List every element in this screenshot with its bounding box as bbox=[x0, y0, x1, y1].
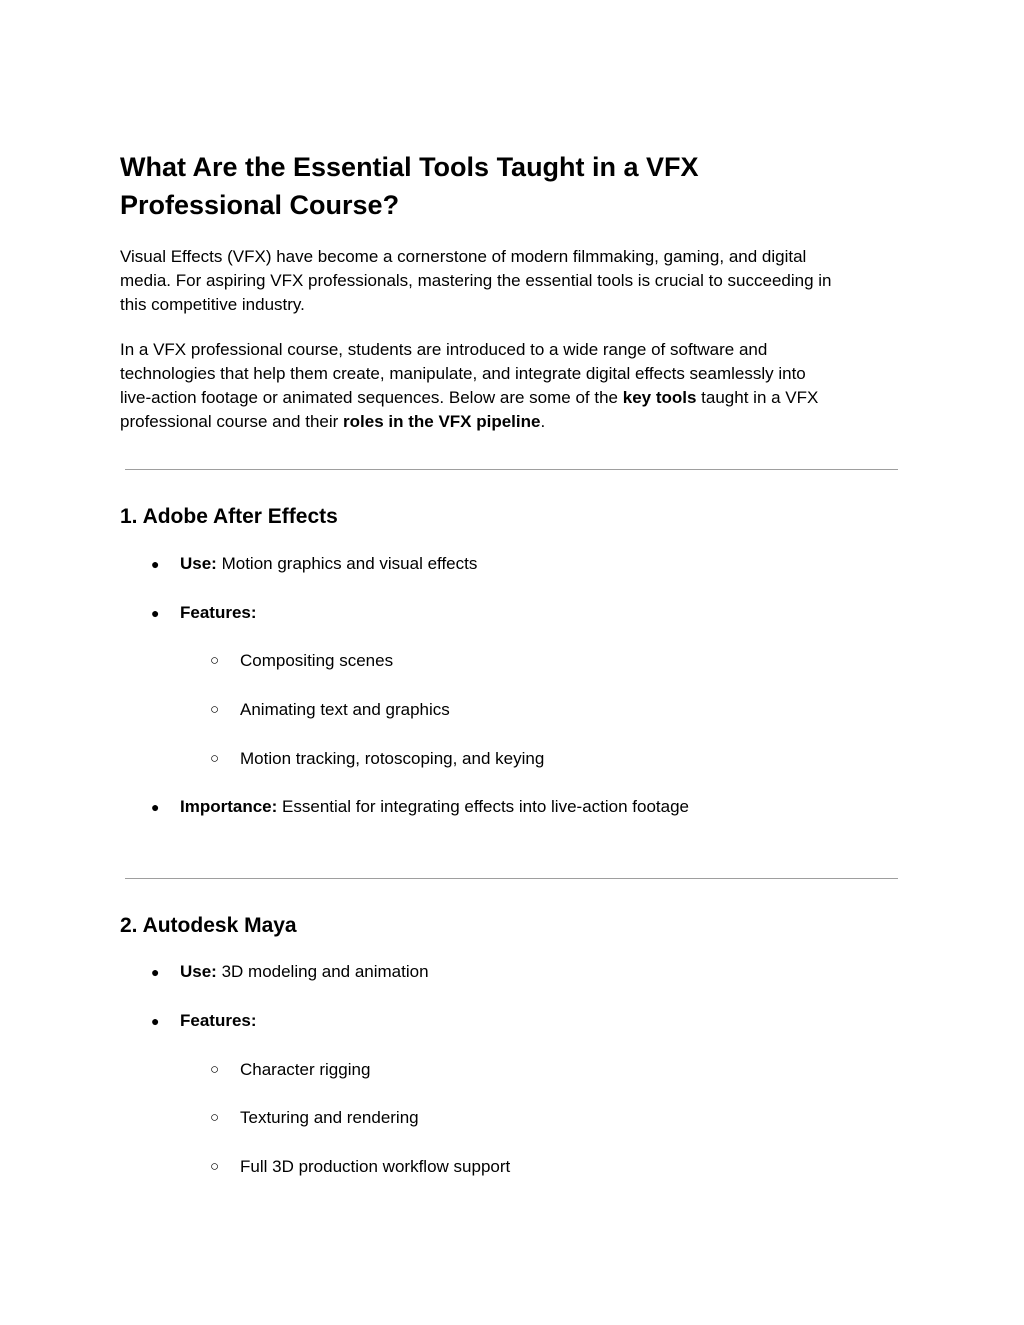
features-label: Features: bbox=[180, 1011, 257, 1030]
page-title-line-1: What Are the Essential Tools Taught in a VFX bbox=[120, 152, 699, 182]
feature-item: Animating text and graphics bbox=[240, 700, 450, 719]
hollow-bullet-icon: ○ bbox=[210, 750, 220, 767]
use-label: Use: bbox=[180, 554, 217, 573]
text-run: professional course and their bbox=[120, 412, 344, 431]
feature-item: Character rigging bbox=[240, 1060, 371, 1079]
features-item bbox=[180, 1010, 257, 1032]
use-label: Use: bbox=[180, 962, 217, 981]
intro-paragraph-2-line-3 bbox=[120, 386, 818, 410]
text-run: . bbox=[540, 412, 546, 431]
intro-paragraph-1-line-3: this competitive industry. bbox=[120, 295, 305, 314]
hollow-bullet-icon: ○ bbox=[210, 701, 220, 718]
intro-paragraph-2-line-4 bbox=[120, 410, 545, 434]
use-value: 3D modeling and animation bbox=[216, 962, 429, 981]
feature-item: Compositing scenes bbox=[240, 651, 394, 670]
features-item bbox=[180, 602, 257, 624]
intro-paragraph-2-line-2: technologies that help them create, manipulate, and integrate digital effects seamlessly into bbox=[120, 364, 806, 383]
importance-label: Importance: bbox=[180, 797, 278, 816]
filled-bullet-icon: ● bbox=[151, 556, 160, 572]
filled-bullet-icon: ● bbox=[151, 964, 160, 980]
importance-item bbox=[180, 796, 689, 818]
features-label: Features: bbox=[180, 603, 257, 622]
intro-paragraph-1-line-2: media. For aspiring VFX professionals, mastering the essential tools is crucial to succeeding in bbox=[120, 271, 832, 290]
section-heading-maya: 2. Autodesk Maya bbox=[120, 914, 297, 937]
feature-item: Motion tracking, rotoscoping, and keying bbox=[240, 749, 545, 768]
use-item bbox=[180, 961, 429, 983]
key-tools-bold: key tools bbox=[622, 388, 697, 407]
use-value: Motion graphics and visual effects bbox=[216, 554, 478, 573]
hollow-bullet-icon: ○ bbox=[210, 1061, 220, 1078]
use-item bbox=[180, 553, 477, 575]
feature-item: Texturing and rendering bbox=[240, 1108, 419, 1127]
hollow-bullet-icon: ○ bbox=[210, 1109, 220, 1126]
importance-value: Essential for integrating effects into live-action footage bbox=[277, 797, 689, 816]
hollow-bullet-icon: ○ bbox=[210, 1158, 220, 1175]
section-heading-after-effects: 1. Adobe After Effects bbox=[120, 505, 338, 528]
roles-bold: roles in the VFX pipeline bbox=[343, 412, 541, 431]
intro-paragraph-1-line-1: Visual Effects (VFX) have become a cornerstone of modern filmmaking, gaming, and digital bbox=[120, 247, 807, 266]
filled-bullet-icon: ● bbox=[151, 605, 160, 621]
text-run: taught in a VFX bbox=[696, 388, 819, 407]
feature-item: Full 3D production workflow support bbox=[240, 1157, 511, 1176]
intro-paragraph-2-line-1: In a VFX professional course, students are introduced to a wide range of software and bbox=[120, 340, 768, 359]
filled-bullet-icon: ● bbox=[151, 1013, 160, 1029]
page-title-line-2: Professional Course? bbox=[120, 190, 400, 220]
section-divider bbox=[125, 878, 898, 879]
text-run: live-action footage or animated sequences. Below are some of the bbox=[120, 388, 623, 407]
filled-bullet-icon: ● bbox=[151, 799, 160, 815]
hollow-bullet-icon: ○ bbox=[210, 652, 220, 669]
section-divider bbox=[125, 469, 898, 470]
